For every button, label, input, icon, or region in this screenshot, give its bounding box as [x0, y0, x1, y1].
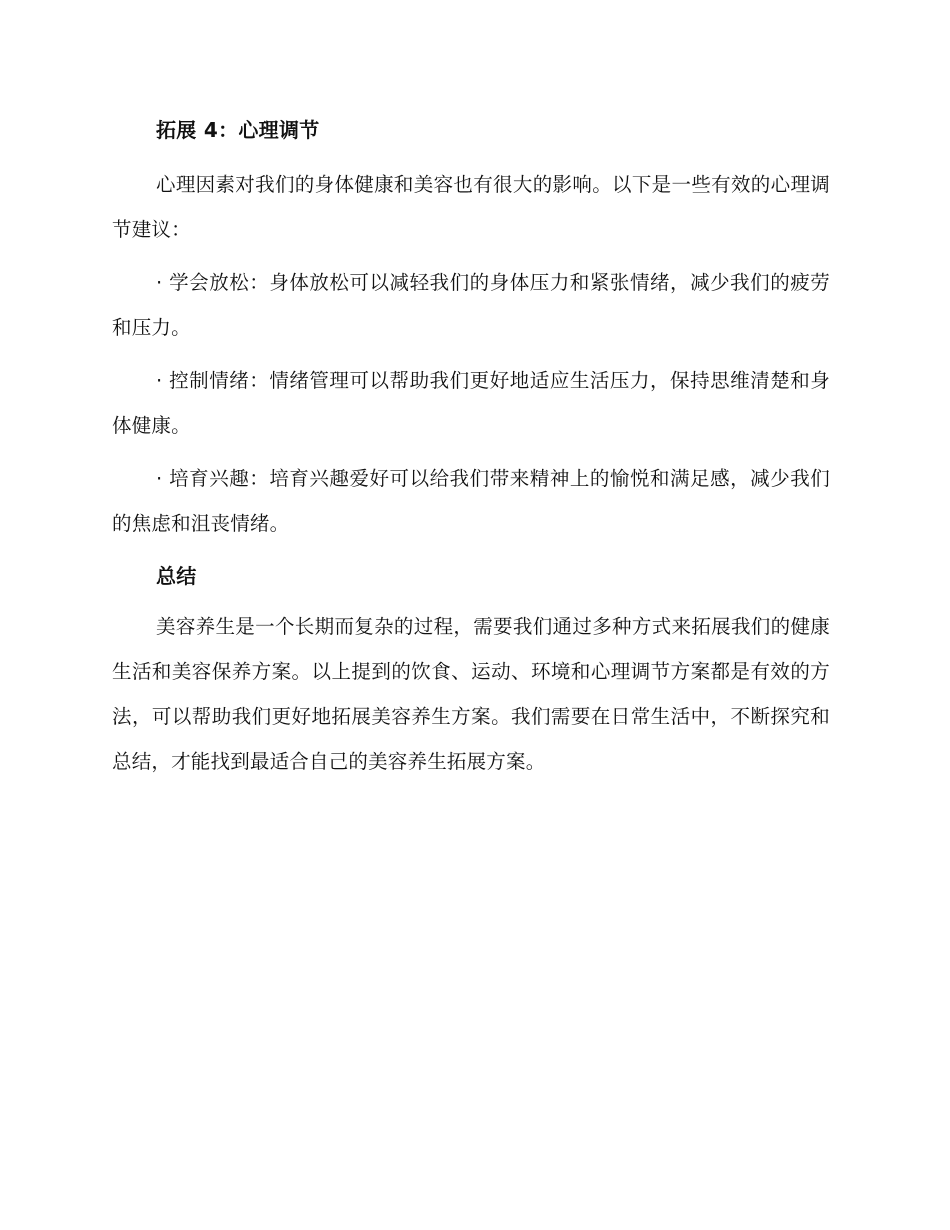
page-content — [112, 110, 830, 784]
list-item-control-emotions: · 控制情绪：情绪管理可以帮助我们更好地适应生活压力，保持思维清楚和身体健康。 — [112, 369, 830, 437]
summary-heading: 总结 — [156, 564, 197, 588]
list-item-relax: · 学会放松：身体放松可以减轻我们的身体压力和紧张情绪，减少我们的疲劳和压力。 — [112, 271, 830, 339]
section-heading-psychological-adjustment: 拓展 4：心理调节 — [156, 118, 320, 142]
summary-paragraph: 美容养生是一个长期而复杂的过程，需要我们通过多种方式来拓展我们的健康生活和美容保养方案。以上提到的饮食、运动、环境和心理调节方案都是有效的方法，可以帮助我们更好地拓展美容养生方案。我们需要在日常生活中，不断探究和总结，才能找到最适合自己的美容养生拓展方案。 — [112, 615, 830, 773]
section-intro-paragraph: 心理因素对我们的身体健康和美容也有很大的影响。以下是一些有效的心理调节建议： — [112, 173, 830, 241]
list-item-cultivate-interests: · 培育兴趣：培育兴趣爱好可以给我们带来精神上的愉悦和满足感，减少我们的焦虑和沮丧情绪。 — [112, 467, 830, 535]
